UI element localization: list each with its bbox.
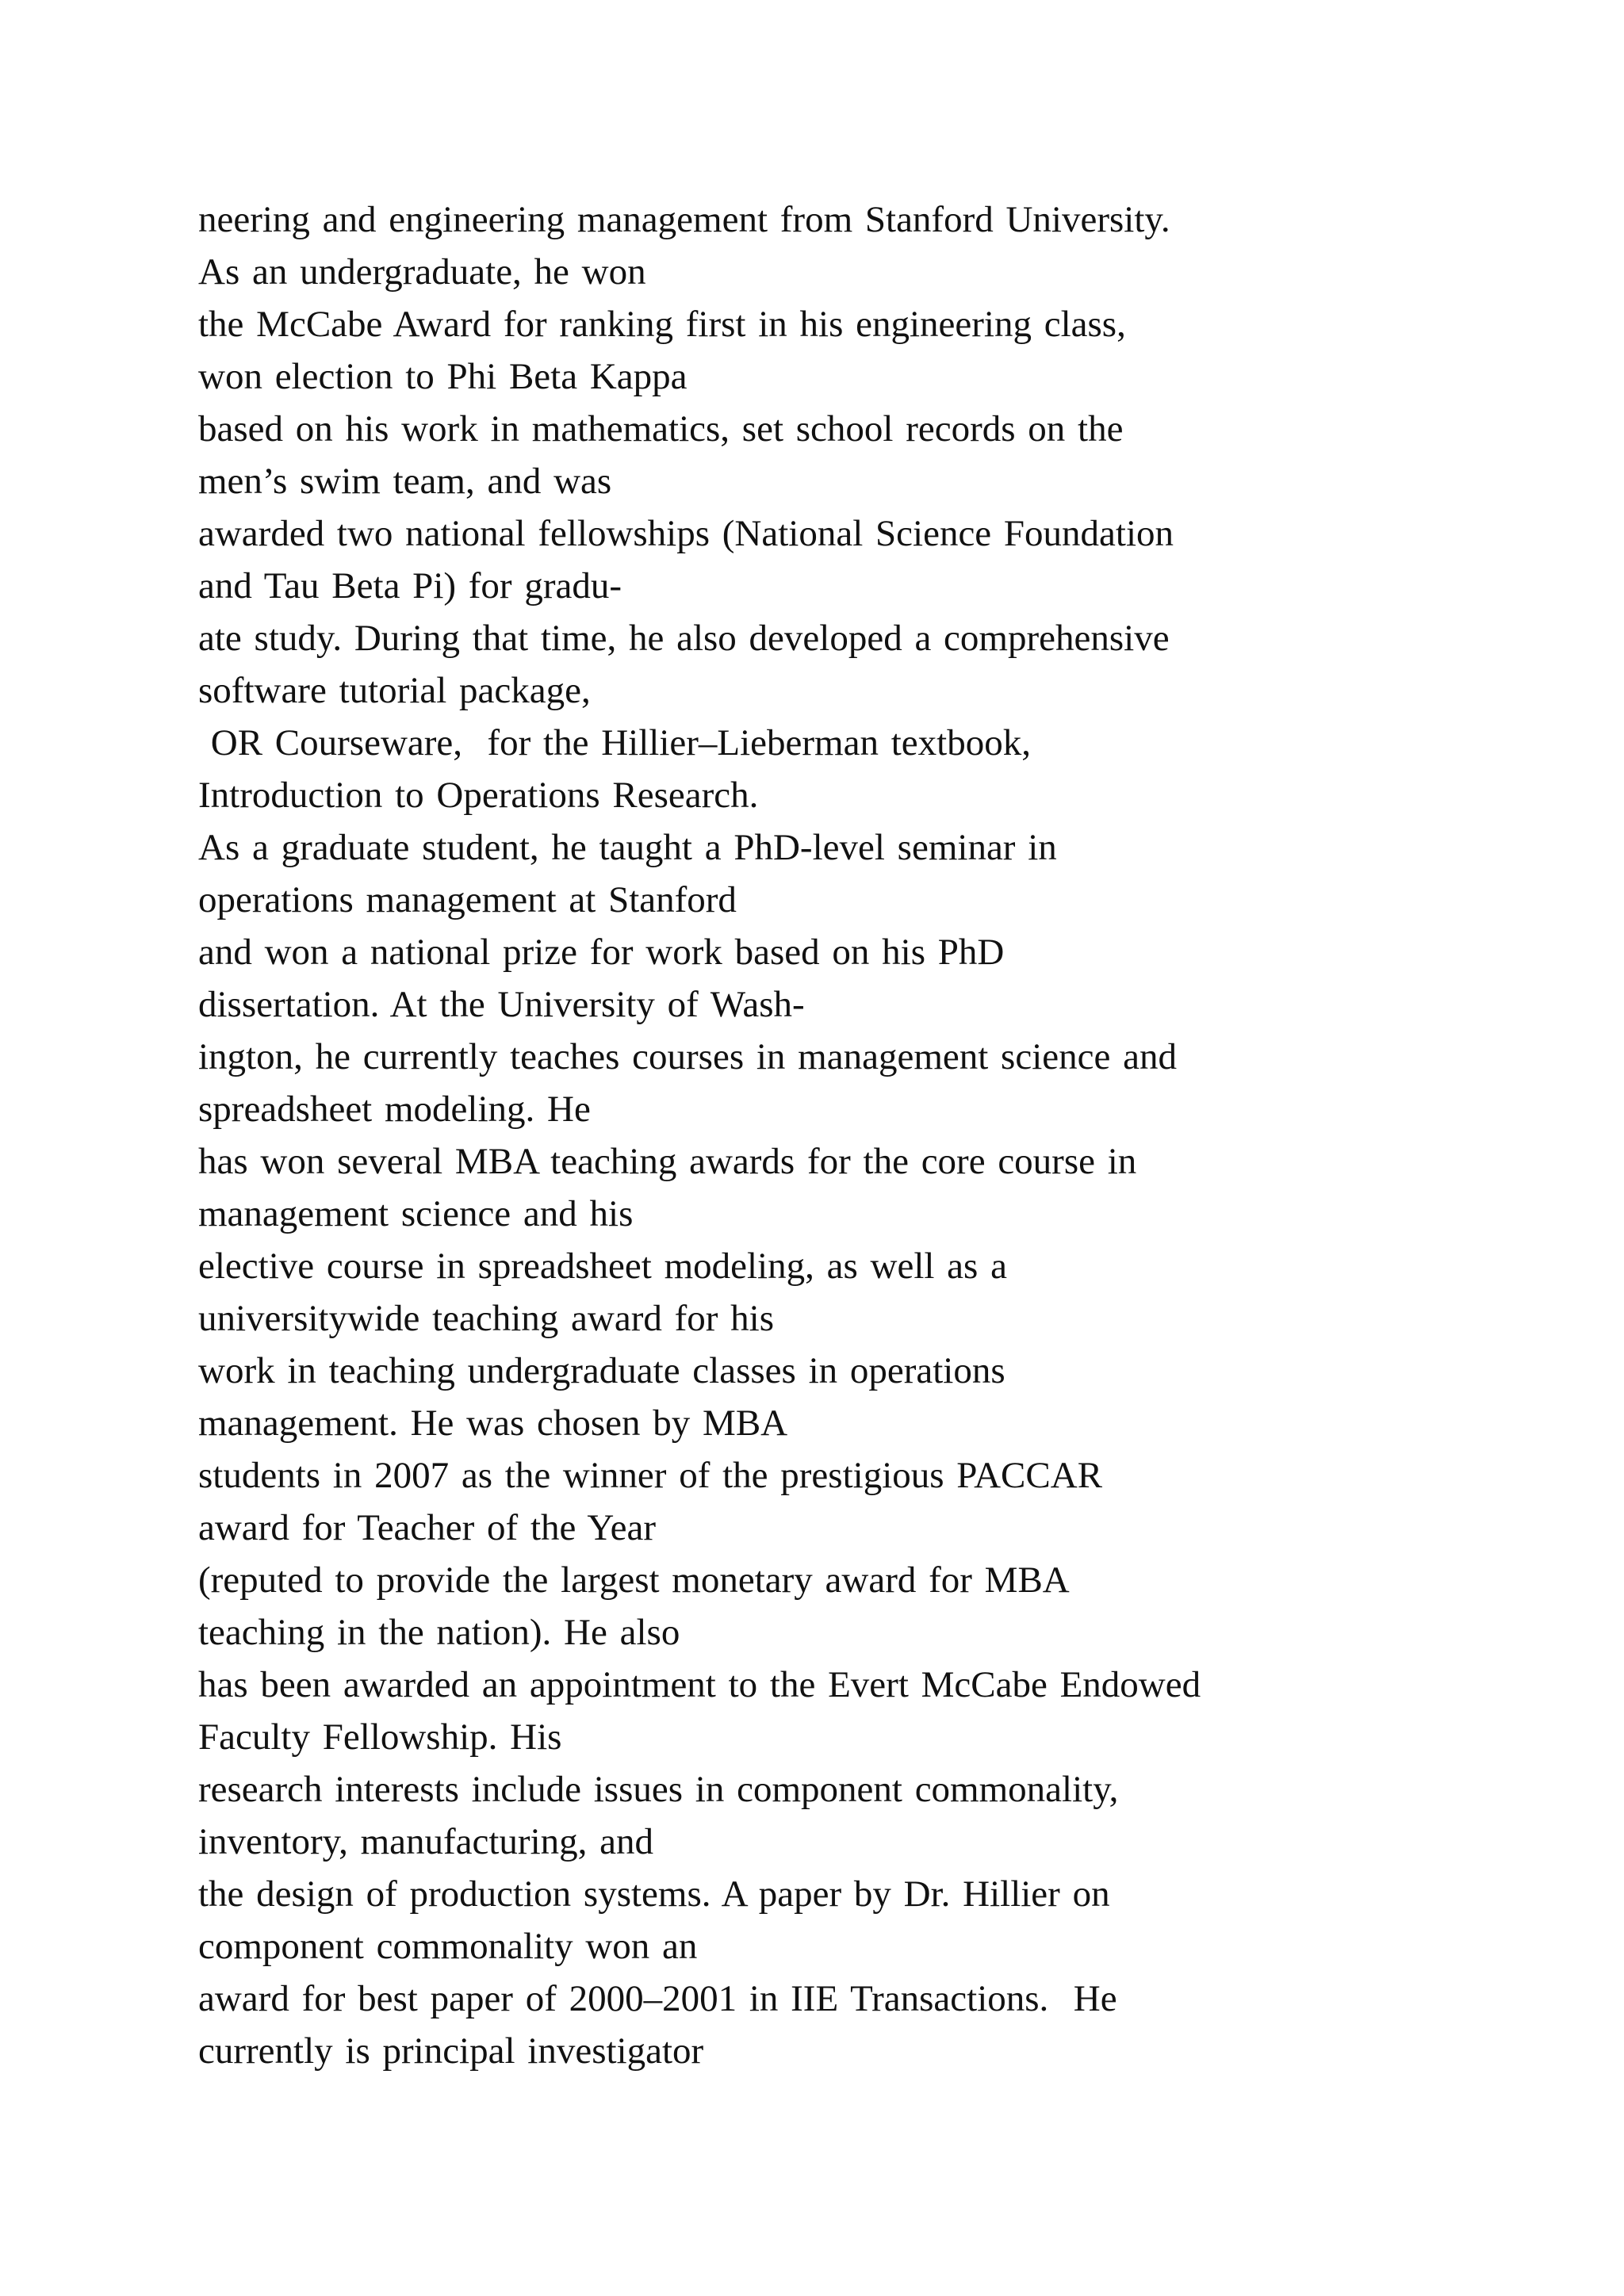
text-line: component commonality won an [198,1926,698,1967]
text-line: awarded two national fellowships (National Science Foundation [198,513,1174,554]
text-line: (reputed to provide the largest monetary award for MBA [198,1559,1070,1601]
text-line: universitywide teaching award for his [198,1298,775,1339]
text-line: award for best paper of 2000–2001 in IIE Transactions. He [198,1978,1117,2019]
text-line: currently is principal investigator [198,2030,704,2072]
text-line: the McCabe Award for ranking first in his engineering class, [198,304,1126,345]
text-line: Faculty Fellowship. His [198,1716,562,1758]
text-line: OR Courseware, for the Hillier–Lieberman textbook, [198,722,1031,763]
text-line: men’s swim team, and was [198,461,612,502]
text-line: As a graduate student, he taught a PhD-level seminar in [198,827,1057,868]
text-line: and won a national prize for work based on his PhD [198,932,1005,973]
text-line: As an undergraduate, he won [198,251,646,293]
text-line: and Tau Beta Pi) for gradu- [198,565,622,607]
text-line: elective course in spreadsheet modeling, as well as a [198,1246,1007,1287]
text-line: operations management at Stanford [198,879,737,920]
text-line: work in teaching undergraduate classes in operations [198,1350,1005,1391]
text-line: students in 2007 as the winner of the prestigious PACCAR [198,1455,1103,1496]
text-line: has been awarded an appointment to the Evert McCabe Endowed [198,1664,1201,1705]
text-line: Introduction to Operations Research. [198,775,759,816]
text-line: ate study. During that time, he also developed a comprehensive [198,618,1170,659]
text-line: management science and his [198,1193,634,1234]
text-line: won election to Phi Beta Kappa [198,356,688,397]
text-line: the design of production systems. A paper by Dr. Hillier on [198,1873,1110,1915]
text-line: based on his work in mathematics, set school records on the [198,408,1124,450]
body-text [198,193,1546,2077]
text-line: inventory, manufacturing, and [198,1821,653,1862]
text-line: dissertation. At the University of Wash- [198,984,805,1025]
text-line: ington, he currently teaches courses in management science and [198,1036,1177,1077]
text-line: teaching in the nation). He also [198,1612,680,1653]
text-line: spreadsheet modeling. He [198,1089,591,1130]
text-line: has won several MBA teaching awards for the core course in [198,1141,1137,1182]
text-line: award for Teacher of the Year [198,1507,656,1548]
text-line: management. He was chosen by MBA [198,1402,788,1444]
text-line: neering and engineering management from Stanford University. [198,199,1170,240]
text-line: research interests include issues in component commonality, [198,1769,1119,1810]
text-line: software tutorial package, [198,670,591,711]
